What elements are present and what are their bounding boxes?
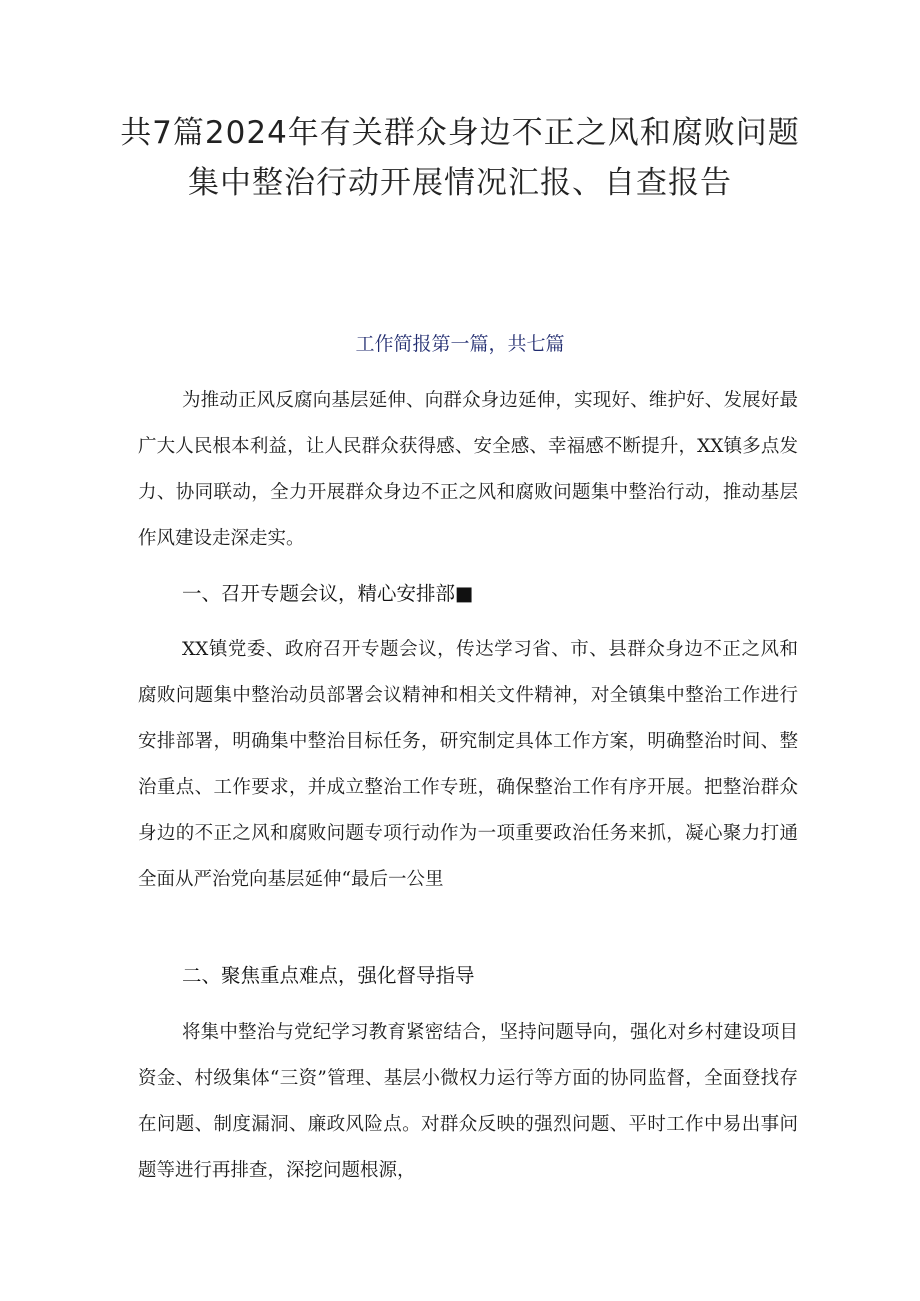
section-heading-2: 二、聚焦重点难点，强化督导指导	[182, 964, 475, 987]
document-subtitle: 工作简报第一篇，共七篇	[355, 333, 565, 355]
section-heading-1: 一、召开专题会议，精心安排部■	[182, 582, 474, 605]
paragraph-section-1: XX镇党委、政府召开专题会议，传达学习省、市、县群众身边不正之风和腐败问题集中整治动员部署会议精神和相关文件精神，对全镇集中整治工作进行安排部署，明确集中整治目标任务，研究制定具体工作方案，明确整治时间、整治重点、工作要求，并成立整治工作专班，确保整治工作有序开展。把整治群众身边的不正之风和腐败问题专项行动作为一项重要政治任务来抓，凝心聚力打通全面从严治党向基层延伸“最后一公里	[138, 639, 798, 890]
document-title: 共7篇2024年有关群众身边不正之风和腐败问题集中整治行动开展情况汇报、自查报告	[120, 115, 800, 201]
paragraph-intro: 为推动正风反腐向基层延伸、向群众身边延伸，实现好、维护好、发展好最广大人民根本利益，让人民群众获得感、安全感、幸福感不断提升，XX镇多点发力、协同联动，全力开展群众身边不正之风和腐败问题集中整治行动，推动基层作风建设走深走实。	[138, 390, 798, 549]
paragraph-section-2: 将集中整治与党纪学习教育紧密结合，坚持问题导向，强化对乡村建设项目资金、村级集体“三资”管理、基层小微权力运行等方面的协同监督，全面登找存在问题、制度漏洞、廉政风险点。对群众反映的强烈问题、平时工作中易出事问题等进行再排查，深挖问题根源，	[138, 1022, 798, 1181]
